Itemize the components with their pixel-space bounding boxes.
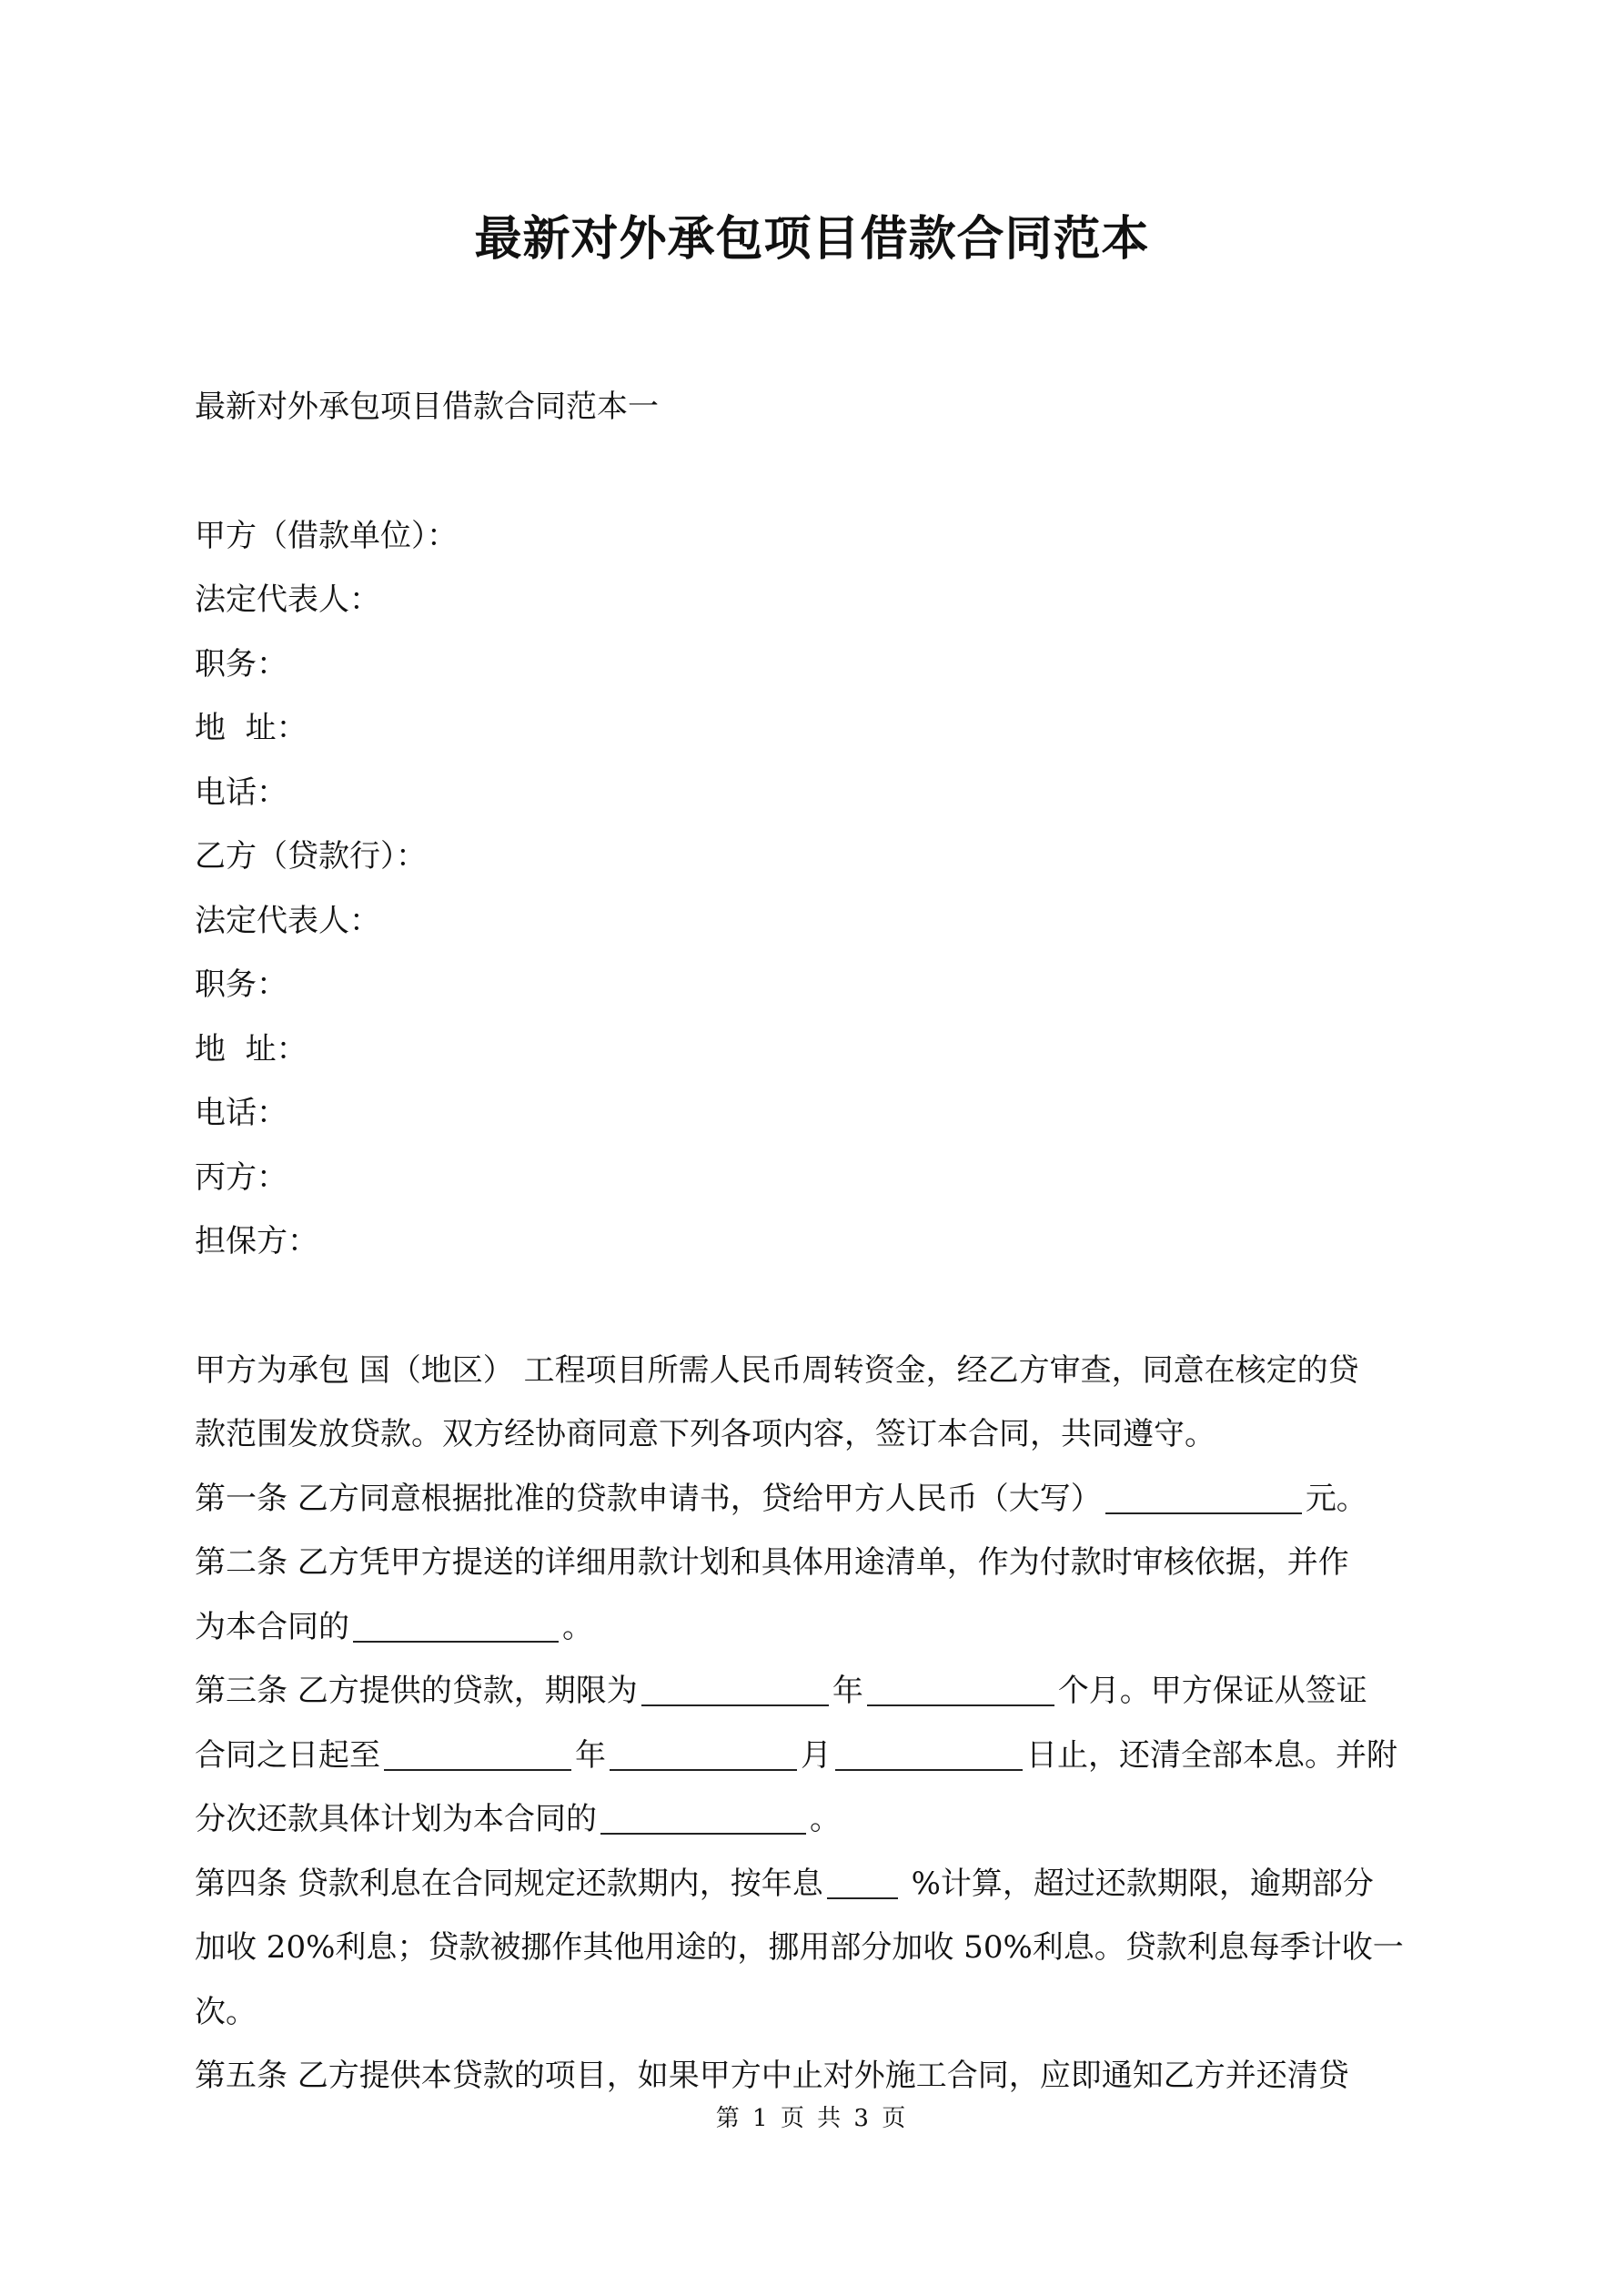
end-year-blank xyxy=(384,1768,571,1771)
attachment-blank xyxy=(353,1640,559,1643)
article-3-year-unit: 年 xyxy=(832,1673,863,1709)
article-3-year-label: 年 xyxy=(575,1737,606,1774)
guarantor-label: 担保方： xyxy=(195,1223,318,1259)
article-2-line-2 xyxy=(195,1606,593,1648)
article-3-text: 第三条 乙方提供的贷款，期限为 xyxy=(195,1673,638,1709)
article-5-line-1: 第五条 乙方提供本贷款的项目，如果甲方中止对外施工合同，应即通知乙方并还清贷 xyxy=(195,2058,1349,2094)
article-4-line-1 xyxy=(195,1863,1374,1905)
page-footer: 第 1 页 共 3 页 xyxy=(715,2105,909,2132)
article-4-rate-text: %计算，超过还款期限，逾期部分 xyxy=(901,1866,1374,1902)
plan-attachment-blank xyxy=(600,1832,806,1835)
article-3-day-text: 日止，还清全部本息。并附 xyxy=(1026,1737,1397,1774)
intro-line-1: 甲方为承包 国（地区） 工程项目所需人民币周转资金，经乙方审查，同意在核定的贷 xyxy=(195,1352,1359,1389)
article-1 xyxy=(195,1478,1367,1520)
article-3-plan-text: 分次还款具体计划为本合同的 xyxy=(195,1801,597,1837)
party-b-address: 地 址： xyxy=(195,1031,308,1067)
article-3-line-2 xyxy=(195,1735,1397,1776)
article-3-month-label: 月 xyxy=(801,1737,832,1774)
end-day-blank xyxy=(835,1768,1023,1771)
party-a-position: 职务： xyxy=(195,646,287,683)
article-3-line-1 xyxy=(195,1670,1367,1712)
article-4-line-2: 加收 20%利息；贷款被挪作其他用途的，挪用部分加收 50%利息。贷款利息每季计收一 xyxy=(195,1929,1404,1966)
article-4-line-3: 次。 xyxy=(195,1994,257,2030)
article-3-month-text: 个月。甲方保证从签证 xyxy=(1057,1673,1367,1709)
interest-rate-blank xyxy=(827,1896,898,1899)
party-a-address: 地 址： xyxy=(195,710,308,746)
article-3-end: 。 xyxy=(810,1801,841,1837)
party-b-label: 乙方（贷款行）： xyxy=(195,838,427,875)
document-title: 最新对外承包项目借款合同范本 xyxy=(474,211,1150,267)
party-b-phone: 电话： xyxy=(195,1095,287,1131)
article-2-line-1: 第二条 乙方凭甲方提送的详细用款计划和具体用途清单，作为付款时审核依据，并作 xyxy=(195,1544,1349,1581)
party-a-phone: 电话： xyxy=(195,774,287,811)
article-1-unit: 元。 xyxy=(1305,1481,1367,1517)
years-blank xyxy=(641,1704,829,1706)
amount-blank xyxy=(1105,1512,1302,1514)
article-3-line-3 xyxy=(195,1798,841,1840)
end-month-blank xyxy=(610,1768,797,1771)
article-2-end: 。 xyxy=(562,1609,593,1645)
party-a-label: 甲方（借款单位）： xyxy=(195,518,458,554)
party-c-label: 丙方： xyxy=(195,1159,287,1196)
months-blank xyxy=(867,1704,1054,1706)
article-1-text: 第一条 乙方同意根据批准的贷款申请书，贷给甲方人民币（大写） xyxy=(195,1481,1102,1517)
party-b-position: 职务： xyxy=(195,966,287,1003)
party-a-representative: 法定代表人： xyxy=(195,582,380,618)
intro-line-2: 款范围发放贷款。双方经协商同意下列各项内容，签订本合同，共同遵守。 xyxy=(195,1416,1215,1452)
article-4-text: 第四条 贷款利息在合同规定还款期内，按年息 xyxy=(195,1866,823,1902)
article-2-text: 为本合同的 xyxy=(195,1609,349,1645)
article-3-date-text: 合同之日起至 xyxy=(195,1737,380,1774)
subtitle: 最新对外承包项目借款合同范本一 xyxy=(195,389,659,425)
party-b-representative: 法定代表人： xyxy=(195,903,380,939)
